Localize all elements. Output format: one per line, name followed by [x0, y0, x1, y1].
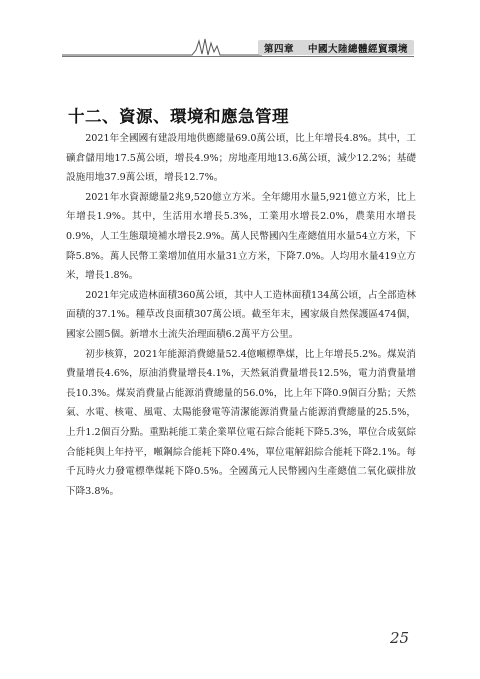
body-text	[66, 129, 416, 501]
paragraph-afforestation: 2021年完成造林面積360萬公頃，其中人工造林面積134萬公頃，占全部造林面積的37.1%。種草改良面積307萬公頃。截至年末，國家級自然保護區474個，國家公園5個。新增水土流失治理面積6.2萬平方公里。	[66, 289, 416, 340]
paragraph-energy-consumption: 初步核算，2021年能源消費總量52.4億噸標準煤，比上年增長5.2%。煤炭消費量增長4.6%，原油消費量增長4.1%，天然氣消費量增長12.5%，電力消費量增長10.3%。煤炭消費量占能源消費總量的56.0%，比上年下降0.9個百分點；天然氣、水電、核電、風電、太陽能發電等清潔能源消費量占能源消費總量的25.5%，上升1.2個百分點。重點耗能工業企業單位電石綜合能耗下降5.3%，單位合成氨綜合能耗與上年持平，噸鋼綜合能耗下降0.4%，單位電解鋁綜合能耗下降2.1%。每千瓦時火力發電標準煤耗下降0.5%。全國萬元人民幣國內生產總值二氧化碳排放下降3.8%。	[66, 348, 416, 497]
running-header	[258, 40, 414, 55]
chapter-label: 第四章	[264, 43, 295, 55]
paragraph-land-supply: 2021年全國國有建設用地供應總量69.0萬公頃，比上年增長4.8%。其中，工礦倉儲用地17.5萬公頃，增長4.9%；房地產用地13.6萬公頃，減少12.2%；基礎設施用地37.9萬公頃，增長12.7%。	[66, 133, 416, 184]
header-rule	[62, 56, 414, 57]
section-title: 十二、資源、環境和應急管理	[68, 107, 289, 126]
heartbeat-wave-decoration	[62, 38, 262, 56]
paragraph-water-resources: 2021年水資源總量2兆9,520億立方米。全年總用水量5,921億立方米，比上年增長1.9%。其中，生活用水增長5.3%，工業用水增長2.0%，農業用水增長0.9%，人工生態環境補水增長2.9%。萬人民幣國內生產總值用水量54立方米，下降5.8%。萬人民幣工業增加值用水量31立方米，下降7.0%。人均用水量419立方米，增長1.8%。	[66, 191, 416, 282]
page-number: 25	[390, 629, 410, 647]
chapter-title: 中國大陸總體經貿環境	[307, 43, 408, 55]
